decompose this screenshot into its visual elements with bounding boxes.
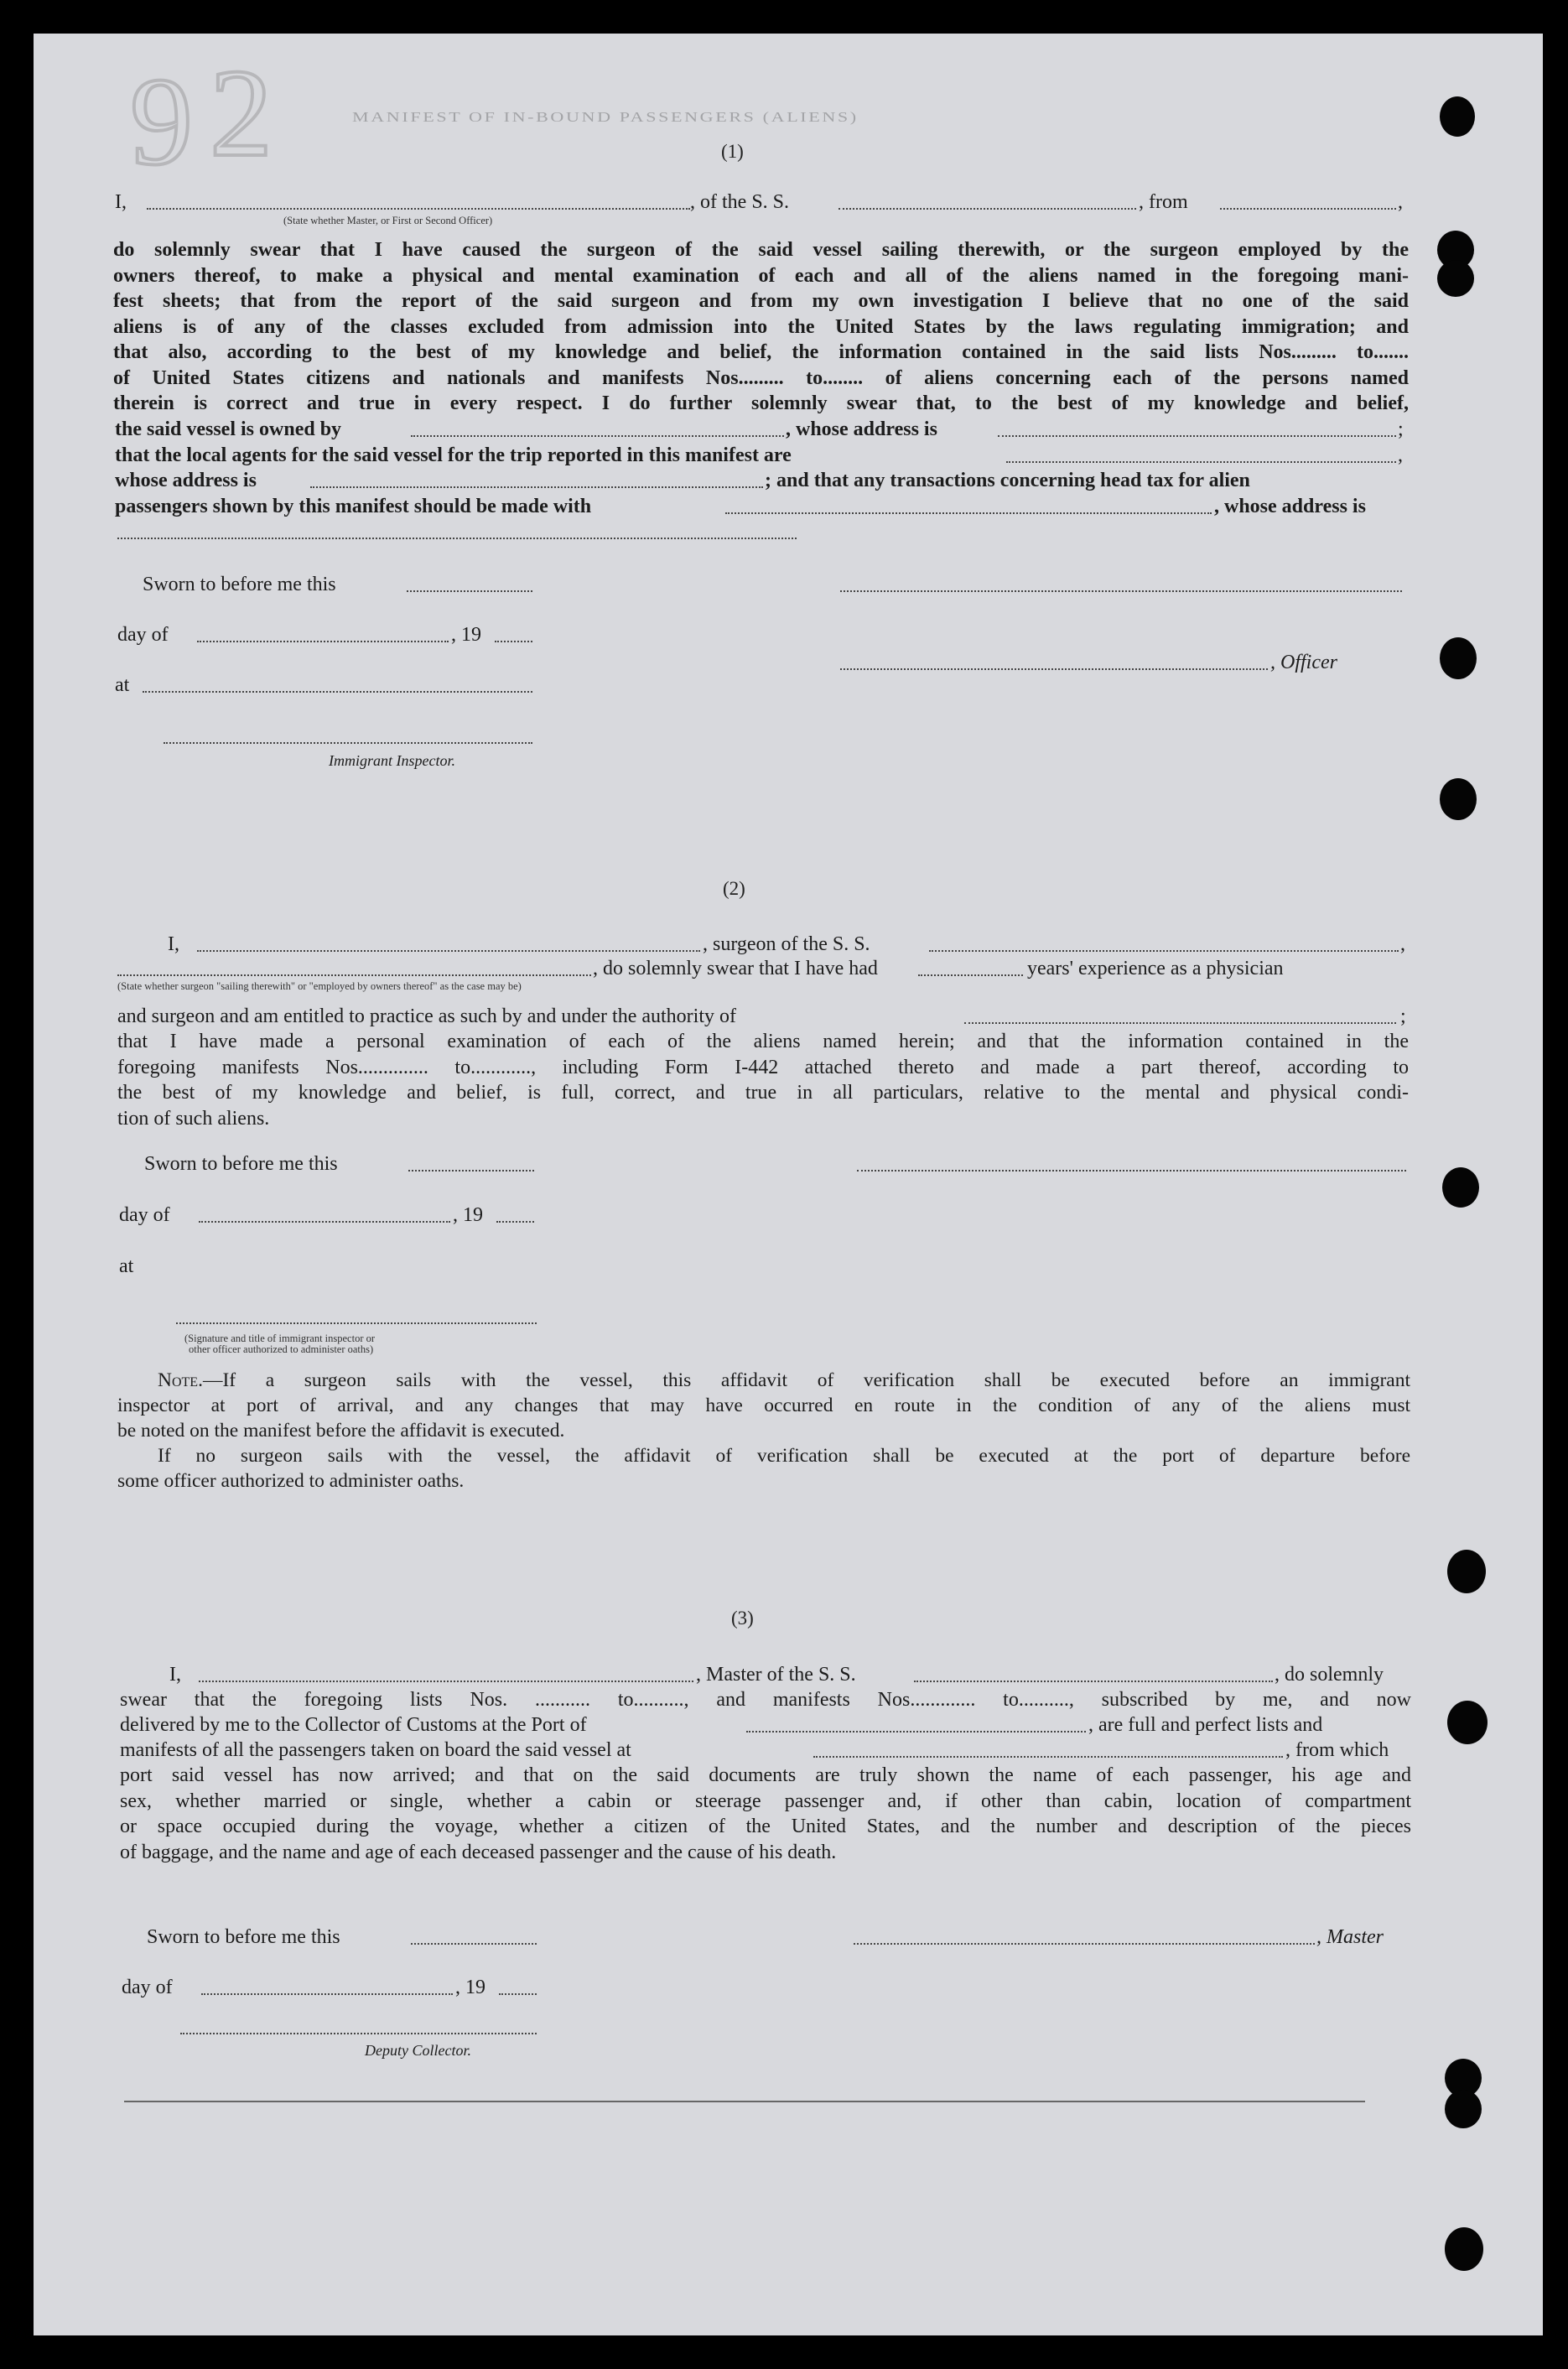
section-1-number: (1) [721, 141, 744, 162]
s3-taken-label: manifests of all the passengers taken on board the said vessel at [120, 1739, 631, 1761]
s2-note-text [117, 1368, 1410, 1494]
s1-passengers-label: passengers shown by this manifest should be made with [115, 496, 592, 517]
section-3-number: (3) [731, 1608, 754, 1629]
s3-from-which: , from which [1285, 1739, 1389, 1761]
s2-line: foregoing manifests Nos.............. to............, including Form I-442 attached thereto and made a part thereof, according to [117, 1056, 1409, 1078]
s2-oath-text [117, 1029, 1409, 1131]
s1-line: owners thereof, to make a physical and mental examination of each and all of the aliens named in the foregoing mani- [113, 264, 1409, 287]
s3-departure-port-field[interactable] [813, 1756, 1283, 1758]
s3-sworn: Sworn to before me this [147, 1926, 340, 1948]
s2-surgeon-label: , surgeon of the S. S. [703, 933, 870, 955]
s2-sailing-note: (State whether surgeon "sailing therewith" or "employed by owners thereof" as the case may be) [117, 980, 522, 992]
s1-agent-address-label: whose address is [115, 470, 257, 491]
s2-line: tion of such aliens. [117, 1107, 270, 1130]
s1-owner-address-label: , whose address is [786, 418, 937, 440]
s2-sailing-field[interactable] [117, 974, 591, 976]
s1-agents-label: that the local agents for the said vessel for the trip reported in this manifest are [115, 444, 792, 466]
s3-ship-field[interactable] [914, 1681, 1273, 1682]
s1-owner-address-field[interactable] [998, 435, 1396, 437]
s3-port-field[interactable] [746, 1731, 1086, 1733]
s2-authority-field[interactable] [964, 1022, 1396, 1024]
s1-at-field[interactable] [143, 691, 532, 693]
punch-hole [1447, 1550, 1486, 1593]
s3-sworn-date-field[interactable] [411, 1943, 537, 1945]
s1-line: aliens is of any of the classes excluded from admission into the United States by the laws regulating immigration; and [113, 315, 1409, 338]
s1-owner-field[interactable] [411, 435, 784, 437]
s2-sig-note-2: other officer authorized to administer oaths) [189, 1343, 374, 1355]
s2-at: at [119, 1255, 134, 1277]
s1-semicolon: ; [1398, 418, 1404, 440]
s2-line: that I have made a personal examination of each of the aliens named herein; and that the information contained in the [117, 1031, 1409, 1052]
s1-line: fest sheets; that from the report of the said surgeon and from my own investigation I believe that no one of the said [113, 290, 1409, 312]
s1-line: therein is correct and true in every respect. I do further solemnly swear that, to the best of my knowledge and belief, [113, 392, 1409, 414]
s3-full-lists: , are full and perfect lists and [1088, 1714, 1323, 1736]
s1-sworn-date-field[interactable] [407, 590, 532, 592]
s1-inspector-label: Immigrant Inspector. [329, 752, 455, 769]
s3-oath-line-2 [120, 1687, 1411, 1713]
punch-hole [1445, 2090, 1482, 2128]
s1-ship-name-field[interactable] [839, 208, 1136, 210]
s2-note-1: —If a surgeon sails with the vessel, this affidavit of verification shall be executed before an immigrant [202, 1369, 1410, 1391]
s1-last-address-field[interactable] [117, 538, 797, 539]
s3-deputy-label: Deputy Collector. [365, 2042, 471, 2059]
s3-master-sig-label: , Master [1316, 1926, 1384, 1948]
s1-signature-field[interactable] [840, 590, 1402, 592]
s2-nineteen: , 19 [453, 1204, 483, 1226]
s2-year-field[interactable] [496, 1221, 534, 1223]
s2-sig-note-1: (Signature and title of immigrant inspector or [184, 1333, 376, 1344]
s3-oath-text [120, 1763, 1411, 1865]
punch-hole [1442, 1167, 1479, 1208]
s3-master-sign-field[interactable] [854, 1943, 1315, 1945]
s1-year-field[interactable] [495, 641, 532, 642]
s1-officer-label: , Officer [1270, 652, 1337, 673]
s1-comma2: , [1398, 444, 1403, 466]
s2-ship-field[interactable] [929, 950, 1399, 952]
s3-deputy-sign-field[interactable] [180, 2033, 537, 2034]
s1-from-port-field[interactable] [1220, 208, 1396, 210]
s1-day-field[interactable] [197, 641, 449, 642]
s2-note-line: If no surgeon sails with the vessel, the affidavit of verification shall be executed at the port of departure before [158, 1445, 1410, 1467]
s2-comma: , [1400, 933, 1405, 955]
s1-officer-note: (State whether Master, or First or Second Officer) [283, 215, 493, 226]
s2-years-field[interactable] [918, 974, 1023, 976]
s2-swear: , do solemnly swear that I have had [593, 958, 878, 979]
s2-semicolon: ; [1400, 1005, 1406, 1027]
s2-note-line: inspector at port of arrival, and any changes that may have occurred en route in the condition of any of the aliens must [117, 1395, 1410, 1416]
punch-hole [1437, 260, 1474, 297]
faint-stamp-mark [130, 63, 314, 172]
s2-signature-field[interactable] [857, 1170, 1406, 1172]
s3-port-label: delivered by me to the Collector of Customs at the Port of [120, 1714, 587, 1736]
s1-line: of United States citizens and nationals and manifests Nos......... to........ of aliens concerning each of the persons named [113, 366, 1409, 389]
s2-note-line: be noted on the manifest before the affidavit is executed. [117, 1420, 565, 1442]
s3-i: I, [169, 1664, 181, 1686]
s1-officer-sign-field[interactable] [840, 668, 1268, 670]
s1-oath-text [113, 237, 1409, 417]
s1-sworn: Sworn to before me this [143, 574, 336, 595]
s1-i: I, [115, 191, 127, 213]
s1-agents-field[interactable] [1006, 461, 1396, 463]
punch-hole [1447, 1701, 1488, 1744]
s1-head-tax-party-field[interactable] [725, 512, 1212, 514]
s3-year-field[interactable] [499, 1993, 537, 1995]
s1-nineteen: , 19 [451, 624, 481, 646]
s3-master-name-field[interactable] [199, 1681, 693, 1682]
s2-dayof: day of [119, 1204, 170, 1226]
s1-officer-name-field[interactable] [147, 208, 690, 210]
faint-header-bleedthrough: MANIFEST OF IN-BOUND PASSENGERS (ALIENS) [352, 109, 859, 125]
s1-comma: , [1398, 191, 1403, 213]
s3-line: of baggage, and the name and age of each deceased passenger and the cause of his death. [120, 1841, 837, 1863]
s1-line: that also, according to the best of my knowledge and belief, the information contained in the said lists Nos......... to....... [113, 341, 1409, 363]
punch-hole [1440, 637, 1477, 679]
s3-nineteen: , 19 [455, 1977, 485, 1998]
s2-inspector-sign-field[interactable] [176, 1322, 537, 1324]
s1-of-ss: , of the S. S. [690, 191, 790, 213]
s2-line: the best of my knowledge and belief, is full, correct, and true in all particulars, relative to the mental and physical condi- [117, 1082, 1409, 1104]
punch-hole [1440, 96, 1475, 137]
punch-hole [1440, 778, 1477, 820]
form-page [34, 34, 1543, 2335]
s2-day-field[interactable] [199, 1221, 450, 1223]
svg-text:2: 2 [210, 63, 273, 172]
s2-note-line-1 [117, 1368, 1410, 1393]
s2-sworn: Sworn to before me this [144, 1153, 338, 1175]
s3-day-field[interactable] [201, 1993, 453, 1995]
s2-note-label: Note. [158, 1369, 203, 1391]
section-2-number: (2) [723, 878, 745, 899]
s1-agent-address-field[interactable] [310, 486, 763, 488]
s1-dayof: day of [117, 624, 169, 646]
s2-i: I, [168, 933, 179, 955]
s3-line: or space occupied during the voyage, whether a citizen of the United States, and the number and description of the pieces [120, 1816, 1411, 1837]
punch-hole [1445, 2227, 1483, 2271]
s2-note-line: some officer authorized to administer oaths. [117, 1470, 465, 1492]
bottom-rule [124, 2101, 1365, 2102]
s2-years-text: years' experience as a physician [1027, 958, 1284, 979]
s3-line: sex, whether married or single, whether a cabin or steerage passenger and, if other than cabin, location of compartment [120, 1790, 1411, 1812]
s2-surgeon-name-field[interactable] [197, 950, 700, 952]
s2-authority-label: and surgeon and am entitled to practice as such by and under the authority of [117, 1005, 736, 1027]
s3-dayof: day of [122, 1977, 173, 1998]
s2-sworn-date-field[interactable] [408, 1170, 534, 1172]
s1-whose-address: , whose address is [1214, 496, 1366, 517]
s1-from: , from [1139, 191, 1188, 213]
s3-master-label: , Master of the S. S. [696, 1664, 856, 1686]
s1-line: do solemnly swear that I have caused the surgeon of the said vessel sailing therewith, or the surgeon employed by the [113, 239, 1409, 261]
s1-owned-by: the said vessel is owned by [115, 418, 342, 440]
s3-solemnly: , do solemnly [1275, 1664, 1384, 1686]
s1-inspector-sign-field[interactable] [164, 742, 532, 744]
s1-at: at [115, 674, 130, 696]
svg-text:9: 9 [130, 63, 193, 172]
s1-head-tax-text: ; and that any transactions concerning head tax for alien [765, 470, 1250, 491]
s3-line: port said vessel has now arrived; and that on the said documents are truly shown the name of each passenger, his age and [120, 1764, 1411, 1786]
s3-line: swear that the foregoing lists Nos. ........... to.........., and manifests Nos............. to.........., subscribed by me, and now [120, 1689, 1411, 1711]
